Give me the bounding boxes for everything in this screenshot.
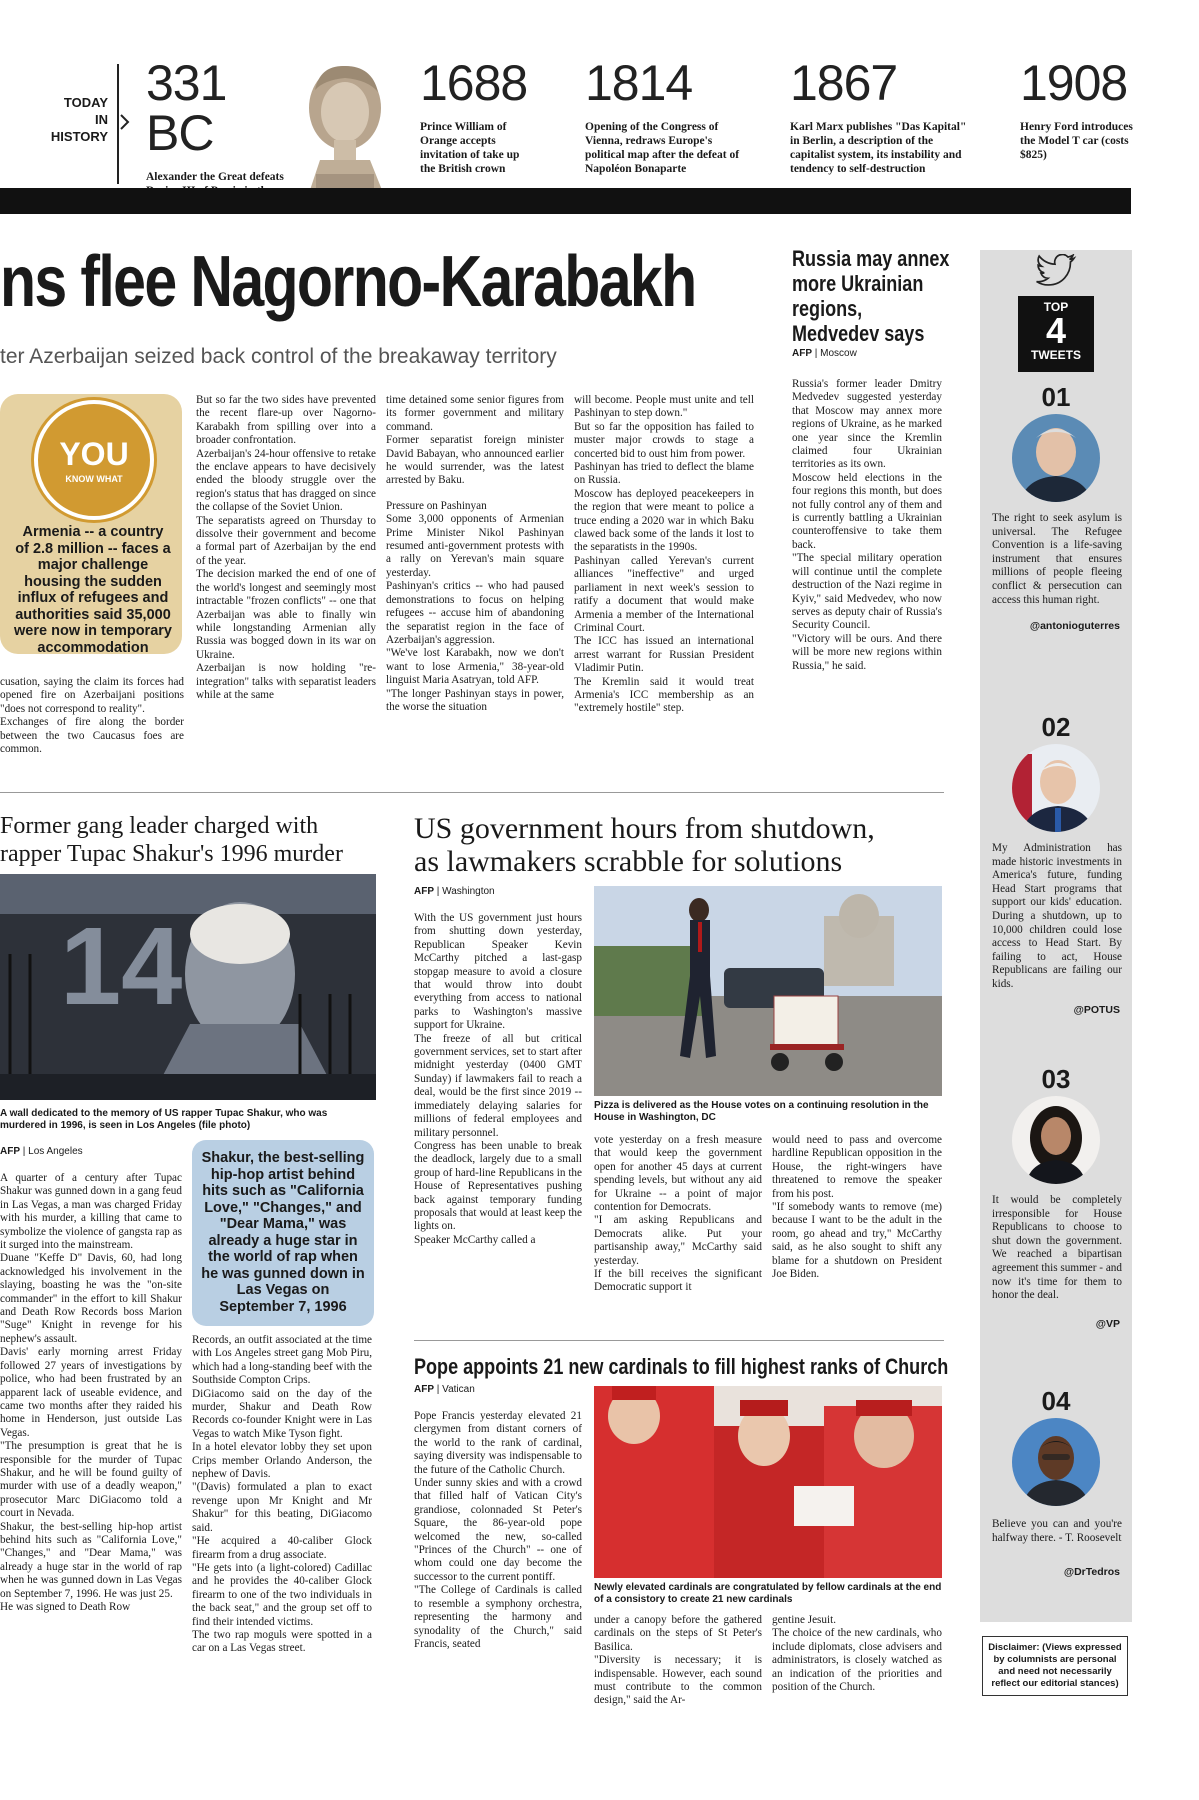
avatar [1012,1096,1100,1184]
shutdown-col2-text: vote yesterday on a fresh measure that would keep the government open for another 45 days at current spending levels, but without any aid for Ukraine -- a point of major contention for Democrats. "I am asking Republicans and Democrats alike. Put your partisanship away," McCarthy said yesterday. If the bill receives the significant Democratic support it [594,1134,762,1294]
history-divider [117,64,119,184]
tupac-pullquote [192,1140,374,1326]
history-event [420,55,530,176]
lead-col0-text: cusation, saying the claim its forces had opened fire on Azerbaijani positions "does not correspond to reality". Exchanges of fire along the border between the two Caucasus foes are common. [0,676,184,756]
history-text: Opening of the Congress of Vienna, redraws Europe's political map after the defeat of Napoléon Bonaparte [585,121,740,175]
disclaimer-box [982,1636,1128,1696]
history-year: 1814 [585,55,693,111]
shutdown-col2 [594,1134,762,1306]
section-rule [0,792,944,793]
you-subtitle: KNOW WHAT [65,474,123,484]
tweet-rank: 01 [1041,382,1071,412]
shutdown-headline: US government hours from shutdown, as lawmakers scrabble for solutions [414,812,875,878]
avatar [1012,1418,1100,1506]
tweet-text: My Administration has made historic investments in America's future, funding Head Start programs that support our kids' education. During a shutdown, up to 10,000 children could lose access to Head Start. By failing to act, House Republicans are failing our kids. [992,842,1122,990]
avatar [1012,744,1100,832]
lead-col3-text: will become. People must unite and tell Pashinyan to step down." But so far the opposition has failed to muster major crowds to stage a concerted bid to oust him from power. Pashinyan has tried to deflect the blame on Russia. Moscow has deployed peacekeepers in the region that were meant to police a truce ending a 2020 war in which Baku clawed back some of the lands it lost to the separatists in the 1990s. Pashinyan called Yerevan's current alliances "ineffective" and urged parliament in next week's session to ratify a document that would make Armenia a member of the International Criminal Court. The ICC has issued an international arrest warrant for Russian President Vladimir Putin. The Kremlin said it would treat Armenia's ICC membership as an "extremely hostile" step. [574,394,754,715]
badge-text: Armenia -- a country of 2.8 million -- faces a major challenge housing the sudden influx of refugees and authorities said 35,000 were now in temporary accommodation [14,524,172,656]
pope-caption: Newly elevated cardinals are congratulated by fellow cardinals at the end of a consistory to create 21 new cardinals [594,1582,942,1605]
you-title: YOU [59,436,129,472]
pope-col2-text: under a canopy before the gathered cardinals on the steps of St Peter's Basilica. "Diversity is necessary; it is indispensable. However, each sound must contribute to the common design," said the Ar- [594,1614,762,1707]
tupac-col2-text: Records, an outfit associated at the time with Los Angeles street gang Mob Piru, which had a long-standing beef with the Southside Compton Crips. DiGiacomo said on the day of the murder, Shakur and Death Row Records co-founder Knight were in Las Vegas to watch Mike Tyson fight. In a hotel elevator lobby they set upon Crips member Orlando Anderson, the nephew of Davis. "(Davis) formulated a plan to exact revenge upon Mr Knight and Mr Shakur" for this beating, DiGiacomo said. "He acquired a 40-caliber Glock firearm from a drug associate. "He gets into (a light-colored) Cadillac and he provides the 40-caliber Glock firearm to one of the two individuals in the back seat," and the group set off to find their intended victims. The two rap moguls were spotted in a car on a Las Vegas street. [192,1334,372,1655]
pope-headline: Pope appoints 21 new cardinals to fill highest ranks of Church [414,1354,949,1379]
disclaimer-text: Disclaimer: (Views expressed by columnists are personal and need not necessarily reflect our editorial stances) [988,1642,1122,1689]
tupac-mural-image [0,874,376,1100]
shutdown-col1 [414,912,582,1304]
shutdown-dateline: AFP | Washington [414,886,495,897]
shutdown-caption: Pizza is delivered as the House votes on a continuing resolution in the House in Washington, DC [594,1100,929,1123]
tupac-dateline: AFP | Los Angeles [0,1146,83,1157]
tweet-text: Believe you can and you're halfway there. - T. Roosevelt [992,1518,1122,1544]
lead-col0 [0,676,184,776]
lead-headline-wrap [0,246,760,326]
shutdown-image [594,886,942,1096]
chevron-right-icon [120,114,130,130]
history-text: Prince William of Orange accepts invitation of take up the British crown [420,121,520,175]
tweet-handle: @VP [1095,1318,1120,1330]
shutdown-col3 [772,1134,942,1306]
history-text: Karl Marx publishes "Das Kapital" in Berlin, a description of the capitalist system, its instability and tendency to self-destruction [790,121,967,175]
tweet-text: The right to seek asylum is universal. The Refugee Convention is a life-saving instrument that ensures millions of people fleeing conflict & persecution can access this human right. [992,512,1122,606]
tweet-handle: @antonioguterres [1029,620,1120,632]
russia-dateline: AFP | Moscow [792,348,857,359]
tupac-headline: Former gang leader charged with rapper Tupac Shakur's 1996 murder [0,813,343,867]
history-event [585,55,740,176]
pullquote-text: Shakur, the best-selling hip-hop artist behind hits such as "California Love," "Changes," and "Dear Mama," was already a huge star in the world of rap when he was gunned down in Las Vegas on September 7, 1996 [201,1150,365,1315]
pope-col3 [772,1614,942,1718]
history-text: Alexander the Great defeats [146,171,284,183]
lead-headline: ns flee Nagorno-Karabakh [0,246,696,322]
tupac-col2 [192,1334,372,1720]
lead-col3 [574,394,754,776]
pope-dateline: AFP | Vatican [414,1384,475,1395]
section-bar [0,188,1131,214]
history-year: 1867 [790,55,898,111]
pope-col3-text: gentine Jesuit. The choice of the new cardinals, who include diplomats, close advisers and administrators, is closely watched as an indication of the priorities and position of the Church. [772,1614,942,1694]
lead-col2 [386,394,564,776]
tweet-rank: 02 [1041,712,1071,742]
avatar [1012,414,1100,502]
tupac-caption: A wall dedicated to the memory of US rapper Tupac Shakur, who was murdered in 1996, is seen in Los Angeles (file photo) [0,1108,328,1131]
pope-image [594,1386,942,1578]
history-text: Henry Ford introduces the Model T car (costs $825) [1020,121,1133,161]
lead-col1-text: But so far the two sides have prevented the recent flare-up over Nagorno-Karabakh from spilling over into a broader confrontation. Azerbaijan's 24-hour offensive to retake the enclave appears to have decisively ended the bloody struggle over the region's status that has dragged on since the collapse of the Soviet Union. The separatists agreed on Thursday to dissolve their government and become a formal part of Azerbaijan by the end of the year. The decision marked the end of one of the world's longest and seemingly most intractable "frozen conflicts" -- one that Azerbaijan was able to finally win while longstanding Armenian ally Russia was bogged down in its war on Ukraine. Azerbaijan is now holding "re-integration" talks with separatist leaders while at the same [196,394,376,701]
pope-col1-text: Pope Francis yesterday elevated 21 clergymen from distant corners of the world to the rank of cardinal, saying diversity was indispensable to the future of the Catholic Church. Under sunny skies and with a crowd that filled half of Vatican City's grandiose, colonnaded St Peter's Square, the 86-year-old pope welcomed the new, so-called "Princes of the Church" -- one of whom could one day become the successor to the current pontiff. "The College of Cardinals is called to resemble a symphony orchestra, representing the harmony and synodality of the Church," said Francis, seated [414,1410,582,1650]
shutdown-col1-text: With the US government just hours from shutting down yesterday, Republican Speaker Kevin McCarthy pitched a last-gasp stopgap measure to avoid a closure that would throw into doubt everything from access to national parks to Washington's massive support for Ukraine. The freeze of all but critical government services, set to start after midnight yesterday (0400 GMT Sunday) if lawmakers fail to reach a deal, would be the first since 2019 -- immediately delaying salaries for millions of federal employees and military personnel. Congress has been unable to break the deadlock, largely due to a small group of hard-line Republicans in the House of Representatives pushing back against temporary funding proposals that would at least keep the lights on. Speaker McCarthy called a [414,912,582,1246]
history-event [1020,55,1140,162]
russia-headline: Russia may annex more Ukrainian regions, Medvedev says [792,246,950,346]
section-rule [414,1340,944,1341]
lead-subheading: Pressure on Pashinyan [386,499,487,512]
today-in-history-label: TODAY IN HISTORY [50,95,108,144]
tweet-handle: @DrTedros [1063,1566,1120,1578]
svg-text:14: 14 [60,905,183,1028]
history-year: 1908 [1020,55,1128,111]
russia-body-text: Russia's former leader Dmitry Medvedev suggested yesterday that Moscow may annex more regions of Ukraine, as he marked one year since the Kremlin claimed four Ukrainian territories as its own. Moscow held elections in the four regions this month, but does not fully control any of them and is currently battling a Ukrainian counteroffensive to take them back. "The special military operation will continue until the complete destruction of the Nazi regime in Kyiv," said Medvedev, who now serves as deputy chair of Russia's Security Council. "Victory will be ours. And there will be more new regions within Russia," he said. [792,378,942,672]
twitter-bird-icon [1036,254,1078,288]
russia-body [792,378,942,778]
tweet-text: It would be completely irresponsible for House Republicans to choose to shut down the government. We reached a bipartisan agreement this summer - and now it's time for them to honor the deal. [992,1194,1122,1302]
lead-col2-text: time detained some senior figures from its former government and military command. Former separatist foreign minister David Babayan, who announced earlier he would surrender, was the latest arrested by Baku. [386,394,564,487]
top-tweets-badge: TOP 4 TWEETS [1018,296,1094,372]
tupac-col1-text: A quarter of a century after Tupac Shakur was gunned down in a gang feud in Las Vegas, a man was charged Friday with his murder, a killing that came to symbolize the violence of gangsta rap as it surged into the mainstream. Duane "Keffe D" Davis, 60, had long acknowledged his involvement in the slaying, boasting he was the "on-site commander" in the effort to kill Shakur and Death Row Records boss Marion "Suge" Knight in revenge for his nephew's assault. Davis' early morning arrest Friday followed 27 years of investigations by police, who had been frustrated by an apparent lack of useable evidence, and came two months after they raided his home in Henderson, just outside Las Vegas. "The presumption is great that he is responsible for the murder of Tupac Shakur, and he will be found guilty of murder with use of a deadly weapon," prosecutor Marc DiGiacomo told a court in Nevada. Shakur, the best-selling hip-hop artist behind hits such as "California Love," "Changes," and "Dear Mama," was already a huge star in the world of rap when he was gunned down in Las Vegas on September 7, 1996. He was just 25. He was signed to Death Row [0,1172,182,1613]
tweet-rank: 04 [1041,1386,1071,1416]
lead-col1 [196,394,376,776]
pope-col2 [594,1614,762,1718]
tupac-col1 [0,1172,182,1720]
shutdown-col3-text: would need to pass and overcome hardline Republican opposition in the House, the right-wingers have threatened to remove the speaker from his post. "If somebody wants to remove (me) because I want to be the adult in the room, go ahead and try," McCarthy said, as he also sought to shift any blame for a shutdown on President Joe Biden. [772,1134,942,1281]
lead-subhead: ter Azerbaijan seized back control of the breakaway territory [0,345,557,368]
pope-col1 [414,1410,582,1720]
history-year: 1688 [420,55,528,111]
history-event [790,55,975,176]
alexander-bust-image [290,60,400,190]
tweet-rank: 03 [1041,1064,1071,1094]
history-year: 331 BC [146,55,227,161]
lead-col2b-text: Some 3,000 opponents of Armenian Prime Minister Nikol Pashinyan resumed anti-government protests with a rally on Yerevan's main square yesterday. Pashinyan's critics -- who had paused demonstrations to focus on helping refugees -- accuse him of abandoning the separatist region in the face of Azerbaijan's aggression. "We've lost Karabakh, now we don't want to lose Armenia," 38-year-old linguist Maria Asatryan, told AFP. "The longer Pashinyan stays in power, the worse the situation [386,513,564,713]
tweet-handle: @POTUS [1073,1004,1120,1016]
